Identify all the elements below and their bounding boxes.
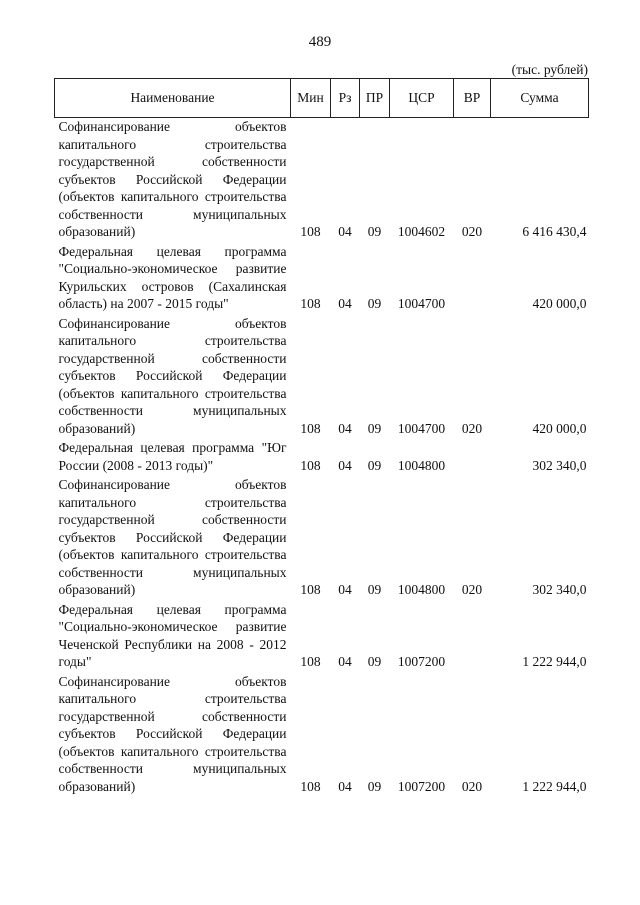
- row-pr: 09: [367, 420, 382, 436]
- row-min: 108: [300, 296, 321, 311]
- row-name: Федеральная целевая программа "Социально-экономическое развитие Чеченской Республики на 2008 - 2012 годы": [58, 601, 287, 669]
- row-min: 108: [300, 654, 321, 669]
- row-sum: 1 222 944,0: [522, 654, 587, 669]
- table-header-row: [55, 79, 589, 118]
- row-min: 108: [300, 420, 321, 436]
- row-pr: 09: [367, 224, 382, 239]
- header-pr: ПР: [360, 79, 390, 118]
- row-vr: [454, 601, 491, 673]
- row-name: Софинансирование объектов капитального строительства государственной собственности субъектов Российской Федерации (объектов капитального строительства собственности муниципальных образований): [58, 673, 287, 794]
- row-vr: 020: [461, 582, 483, 597]
- row-sum: 6 416 430,4: [522, 224, 587, 239]
- row-rz: 04: [338, 224, 352, 239]
- row-vr: 020: [461, 420, 483, 436]
- header-sum: Сумма: [491, 79, 589, 118]
- row-name: Софинансирование объектов капитального строительства государственной собственности субъектов Российской Федерации (объектов капитального строительства собственности муниципальных образований): [58, 477, 287, 597]
- row-sum: 302 340,0: [532, 457, 587, 473]
- row-name: Федеральная целевая программа "Социально-экономическое развитие Курильских островов (Сахалинская область) на 2007 - 2015 годы": [58, 243, 287, 311]
- row-csr: 1007200: [397, 654, 446, 669]
- table-row: [55, 118, 589, 243]
- table-row: [55, 243, 589, 315]
- budget-table: [54, 78, 589, 797]
- row-csr: 1004800: [397, 582, 446, 597]
- header-name: Наименование: [55, 79, 291, 118]
- units-label: (тыс. рублей): [511, 62, 588, 77]
- row-vr: 020: [461, 224, 483, 239]
- row-rz: 04: [338, 778, 352, 794]
- row-vr: 020: [461, 778, 483, 794]
- table-row: [55, 439, 589, 476]
- row-pr: 09: [367, 654, 382, 669]
- row-sum: 1 222 944,0: [522, 778, 587, 794]
- table-row: [55, 673, 589, 798]
- page-number: 489: [308, 34, 332, 50]
- row-csr: 1004602: [397, 224, 446, 239]
- row-rz: 04: [338, 654, 352, 669]
- row-sum: 420 000,0: [532, 296, 587, 311]
- row-pr: 09: [367, 457, 382, 473]
- header-min: Мин: [291, 79, 331, 118]
- header-rz: Рз: [331, 79, 360, 118]
- row-vr: [454, 243, 491, 315]
- row-pr: 09: [367, 582, 382, 597]
- table-row: [55, 315, 589, 440]
- row-sum: 420 000,0: [532, 420, 587, 436]
- header-vr: ВР: [454, 79, 491, 118]
- row-sum: 302 340,0: [532, 582, 587, 597]
- row-csr: 1007200: [397, 778, 446, 794]
- header-csr: ЦСР: [390, 79, 454, 118]
- row-rz: 04: [338, 457, 352, 473]
- row-vr: [454, 439, 491, 476]
- row-name: Федеральная целевая программа "Юг России (2008 - 2013 годы)": [58, 440, 287, 473]
- row-min: 108: [300, 582, 321, 597]
- row-name: Софинансирование объектов капитального строительства государственной собственности субъектов Российской Федерации (объектов капитального строительства собственности муниципальных образований): [58, 315, 287, 436]
- row-csr: 1004800: [397, 457, 446, 473]
- row-name: Софинансирование объектов капитального строительства государственной собственности субъектов Российской Федерации (объектов капитального строительства собственности муниципальных образований): [58, 119, 287, 239]
- table-row: [55, 476, 589, 601]
- row-pr: 09: [367, 778, 382, 794]
- row-csr: 1004700: [397, 420, 446, 436]
- row-pr: 09: [367, 296, 382, 311]
- table-row: [55, 601, 589, 673]
- row-min: 108: [300, 224, 321, 239]
- row-rz: 04: [338, 420, 352, 436]
- row-min: 108: [300, 457, 321, 473]
- row-rz: 04: [338, 296, 352, 311]
- row-min: 108: [300, 778, 321, 794]
- row-rz: 04: [338, 582, 352, 597]
- row-csr: 1004700: [397, 296, 446, 311]
